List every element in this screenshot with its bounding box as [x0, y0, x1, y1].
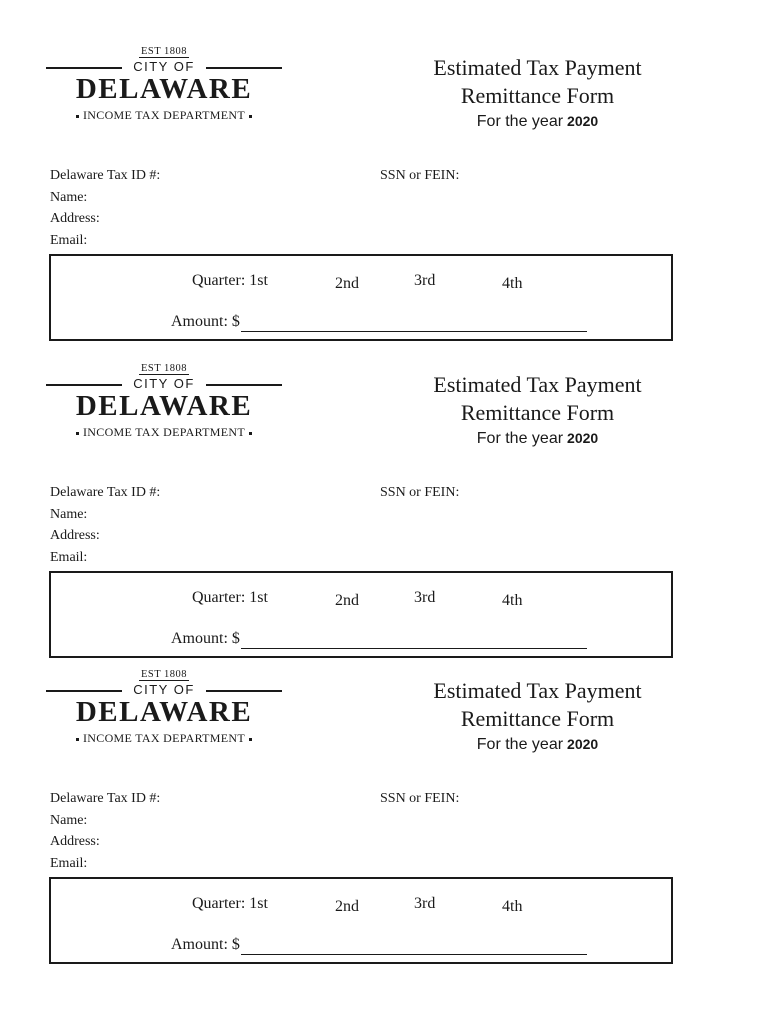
amount-field[interactable]: [241, 633, 587, 649]
tax-id-label: Delaware Tax ID #:: [50, 485, 161, 500]
currency-symbol: $: [231, 630, 240, 647]
name-label: Name:: [50, 813, 88, 828]
city-of-delaware-logo: [46, 669, 282, 755]
quarter-4th[interactable]: 4th: [502, 898, 523, 915]
year-line: [405, 110, 670, 133]
year-label: For the year: [476, 736, 564, 753]
logo-est: EST 1808: [140, 46, 188, 57]
logo-dot-left: [76, 738, 79, 741]
year-value: 2020: [567, 430, 599, 446]
logo-city-of: CITY OF: [133, 682, 195, 697]
tax-id-label: Delaware Tax ID #:: [50, 168, 161, 183]
quarter-3rd[interactable]: 3rd: [414, 895, 436, 912]
logo-rule-right: [206, 384, 282, 386]
payment-box: [49, 571, 673, 658]
logo-dot-right: [249, 115, 252, 118]
quarter-1st[interactable]: Quarter: 1st: [192, 272, 268, 289]
amount-field[interactable]: [241, 939, 587, 955]
year-value: 2020: [567, 113, 599, 129]
logo-delaware: DELAWARE: [75, 73, 253, 105]
logo-department: INCOME TAX DEPARTMENT: [83, 108, 245, 122]
logo-est: EST 1808: [140, 669, 188, 680]
logo-rule-left: [46, 690, 122, 692]
address-label: Address:: [50, 834, 100, 849]
form-title-line1: Estimated Tax Payment: [433, 678, 642, 703]
logo-department: INCOME TAX DEPARTMENT: [83, 731, 245, 745]
logo-city-of: CITY OF: [133, 59, 195, 74]
logo-dot-left: [76, 115, 79, 118]
city-of-delaware-logo: [46, 46, 282, 132]
amount-row: [171, 312, 587, 332]
payment-box: [49, 254, 673, 341]
logo-delaware: DELAWARE: [75, 696, 253, 728]
email-label: Email:: [50, 550, 88, 565]
currency-symbol: $: [231, 313, 240, 330]
logo-est: EST 1808: [140, 363, 188, 374]
year-label: For the year: [476, 430, 564, 447]
remittance-form-1: [0, 46, 770, 364]
tax-id-label: Delaware Tax ID #:: [50, 791, 161, 806]
form-title-line2: Remittance Form: [460, 400, 615, 425]
year-line: [405, 427, 670, 450]
logo-rule-right: [206, 690, 282, 692]
currency-symbol: $: [231, 936, 240, 953]
quarter-2nd[interactable]: 2nd: [335, 275, 359, 292]
email-label: Email:: [50, 233, 88, 248]
amount-field[interactable]: [241, 316, 587, 332]
logo-delaware: DELAWARE: [75, 390, 253, 422]
amount-label: Amount:: [171, 630, 228, 647]
logo-department: INCOME TAX DEPARTMENT: [83, 425, 245, 439]
year-line: [405, 733, 670, 756]
quarter-3rd[interactable]: 3rd: [414, 589, 436, 606]
name-label: Name:: [50, 190, 88, 205]
quarter-4th[interactable]: 4th: [502, 275, 523, 292]
logo-dot-right: [249, 432, 252, 435]
form-title-line1: Estimated Tax Payment: [433, 372, 642, 397]
logo-rule-left: [46, 384, 122, 386]
city-of-delaware-logo: [46, 363, 282, 449]
logo-dot-left: [76, 432, 79, 435]
amount-label: Amount:: [171, 313, 228, 330]
address-label: Address:: [50, 528, 100, 543]
quarter-1st[interactable]: Quarter: 1st: [192, 895, 268, 912]
form-title-line2: Remittance Form: [460, 83, 615, 108]
email-label: Email:: [50, 856, 88, 871]
remittance-form-2: [0, 363, 770, 681]
ssn-fein-label: SSN or FEIN:: [380, 485, 460, 500]
quarter-2nd[interactable]: 2nd: [335, 592, 359, 609]
form-title-line2: Remittance Form: [460, 706, 615, 731]
logo-rule-right: [206, 67, 282, 69]
quarter-3rd[interactable]: 3rd: [414, 272, 436, 289]
quarter-4th[interactable]: 4th: [502, 592, 523, 609]
year-label: For the year: [476, 113, 564, 130]
form-title-line1: Estimated Tax Payment: [433, 55, 642, 80]
ssn-fein-label: SSN or FEIN:: [380, 791, 460, 806]
quarter-2nd[interactable]: 2nd: [335, 898, 359, 915]
amount-label: Amount:: [171, 936, 228, 953]
remittance-form-3: [0, 669, 770, 987]
quarter-1st[interactable]: Quarter: 1st: [192, 589, 268, 606]
name-label: Name:: [50, 507, 88, 522]
address-label: Address:: [50, 211, 100, 226]
year-value: 2020: [567, 736, 599, 752]
amount-row: [171, 935, 587, 955]
logo-dot-right: [249, 738, 252, 741]
logo-city-of: CITY OF: [133, 376, 195, 391]
ssn-fein-label: SSN or FEIN:: [380, 168, 460, 183]
amount-row: [171, 629, 587, 649]
logo-rule-left: [46, 67, 122, 69]
payment-box: [49, 877, 673, 964]
